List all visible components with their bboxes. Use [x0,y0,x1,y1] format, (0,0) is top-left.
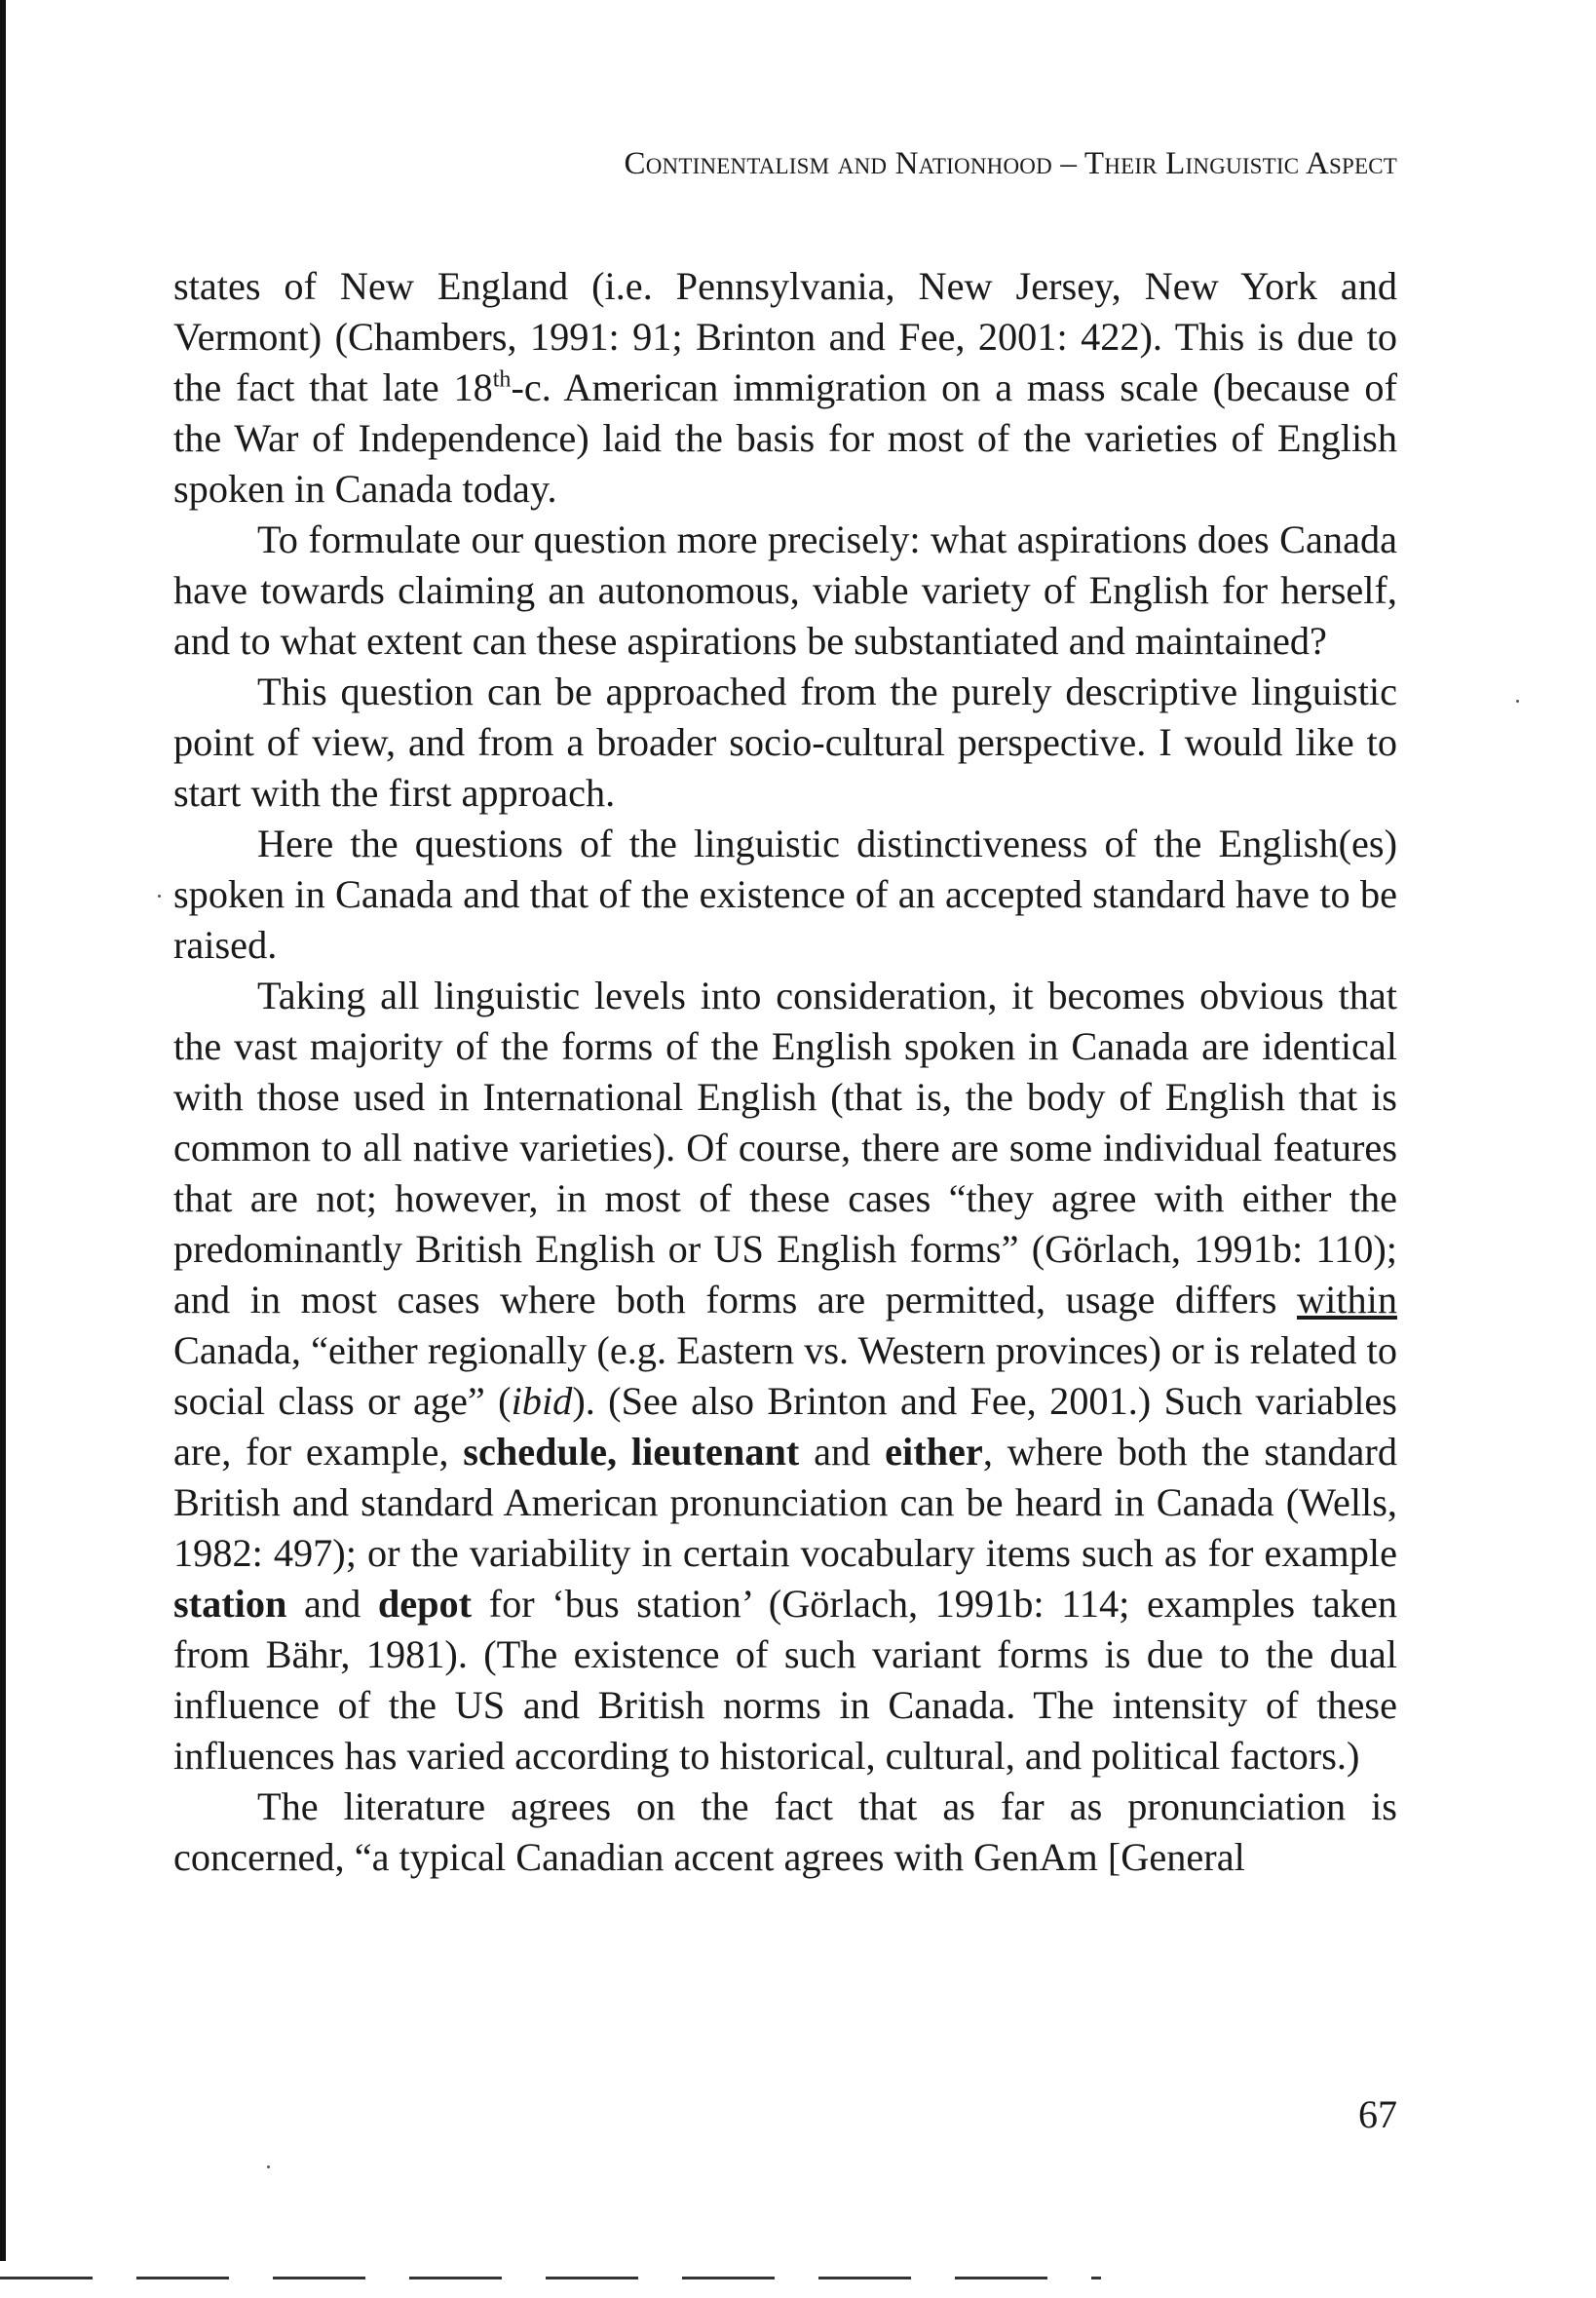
underlined-term: within [1297,1278,1397,1321]
book-spine-shadow [0,0,6,2261]
paragraph-1: states of New England (i.e. Pennsylvania, New Jersey, New York and Vermont) (Chambers, 1991: 91; Brinton and Fee, 2001: 422). This is due to the fact that late 18th-c. American immigration on a mass scale (because of the War of Independence) laid the basis for most of the varieties of English spoken in Canada today. [173,264,1397,511]
paragraph-6: The literature agrees on the fact that as far as pronunciation is concerned, “a typical Canadian accent agrees with GenAm [General [173,1784,1397,1879]
page-bottom-edge [0,2277,1101,2279]
bold-term: station [173,1582,287,1626]
paragraph-4: Here the questions of the linguistic distinctiveness of the English(es) spoken in Canada and that of the existence of an accepted standard have to be raised. [173,822,1397,967]
paragraph-3: This question can be approached from the purely descriptive linguistic point of view, and from a broader socio-cultural perspective. I would like to start with the first approach. [173,670,1397,815]
bold-term: depot [377,1582,473,1626]
running-head: Continentalism and Nationhood – Their Linguistic Aspect [624,146,1397,181]
scan-speck [267,2165,270,2168]
paragraph-5: Taking all linguistic levels into consideration, it becomes obvious that the vast majority of the forms of the English spoken in Canada are identical with those used in International English (that is, the body of English that is common to all native varieties). Of course, there are some individual features that are not; however, in most of these cases “they agree with either the predominantly British English or US English forms” (Görlach, 1991b: 110); and in most cases where both forms are permitted, usage differs within Canada, “either regionally (e.g. Eastern vs. Western provinces) or is related to social class or age” (ibid). (See also Brinton and Fee, 2001.) Such variables are, for example, schedule, lieutenant and either, where both the standard British and standard American pronunciation can be heard in Canada (Wells, 1982: 497); or the variability in certain vocabulary items such as for example station and depot for ‘bus station’ (Görlach, 1991b: 114; examples taken from Bähr, 1981). (The existence of such variant forms is due to the dual influence of the US and British norms in Canada. The intensity of these influences has varied according to historical, cultural, and political factors.) [173,974,1397,1778]
bold-term: either [885,1430,983,1474]
italic-term: ibid [511,1379,573,1423]
scan-speck [158,895,161,898]
bold-term: schedule, lieutenant [463,1430,800,1474]
body-text [173,261,1397,1883]
page-number: 67 [1358,2092,1397,2136]
scan-speck [1516,700,1519,703]
paragraph-2: To formulate our question more precisely: what aspirations does Canada have towards claiming an autonomous, viable variety of English for herself, and to what extent can these aspirations be substantiated and maintained? [173,517,1397,663]
